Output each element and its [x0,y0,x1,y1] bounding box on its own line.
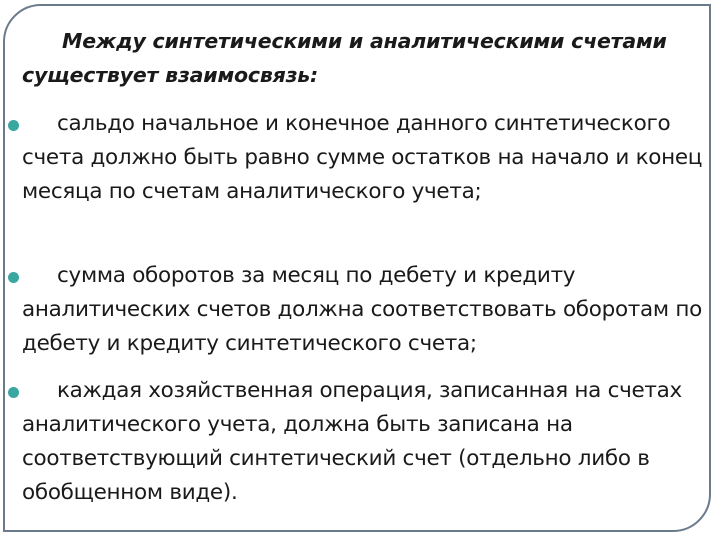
slide-frame [3,4,711,532]
slide-heading [22,24,702,92]
list-item [22,259,708,361]
bullet-icon [8,120,19,131]
list-item-text: каждая хозяйственная операция, записанная на счетах аналитического учета, должна быть записана на соответствующий синтетический счет (отдельно либо в обобщенном виде). [22,378,682,505]
bullet-icon [8,387,19,398]
list-item-text: сумма оборотов за месяц по дебету и кредиту аналитических счетов должна соответствовать оборотам по дебету и кредиту синтетического счета; [22,263,702,356]
list-item-text: сальдо начальное и конечное данного синтетического счета должно быть равно сумме остатков на начало и конец месяца по счетам аналитического учета; [22,111,703,204]
heading-line-2: существует взаимосвязь: [22,63,319,87]
list-item [22,374,708,510]
heading-line-1: Между синтетическими и аналитическими счетами [62,29,667,53]
list-item [22,107,708,209]
bullet-icon [8,272,19,283]
